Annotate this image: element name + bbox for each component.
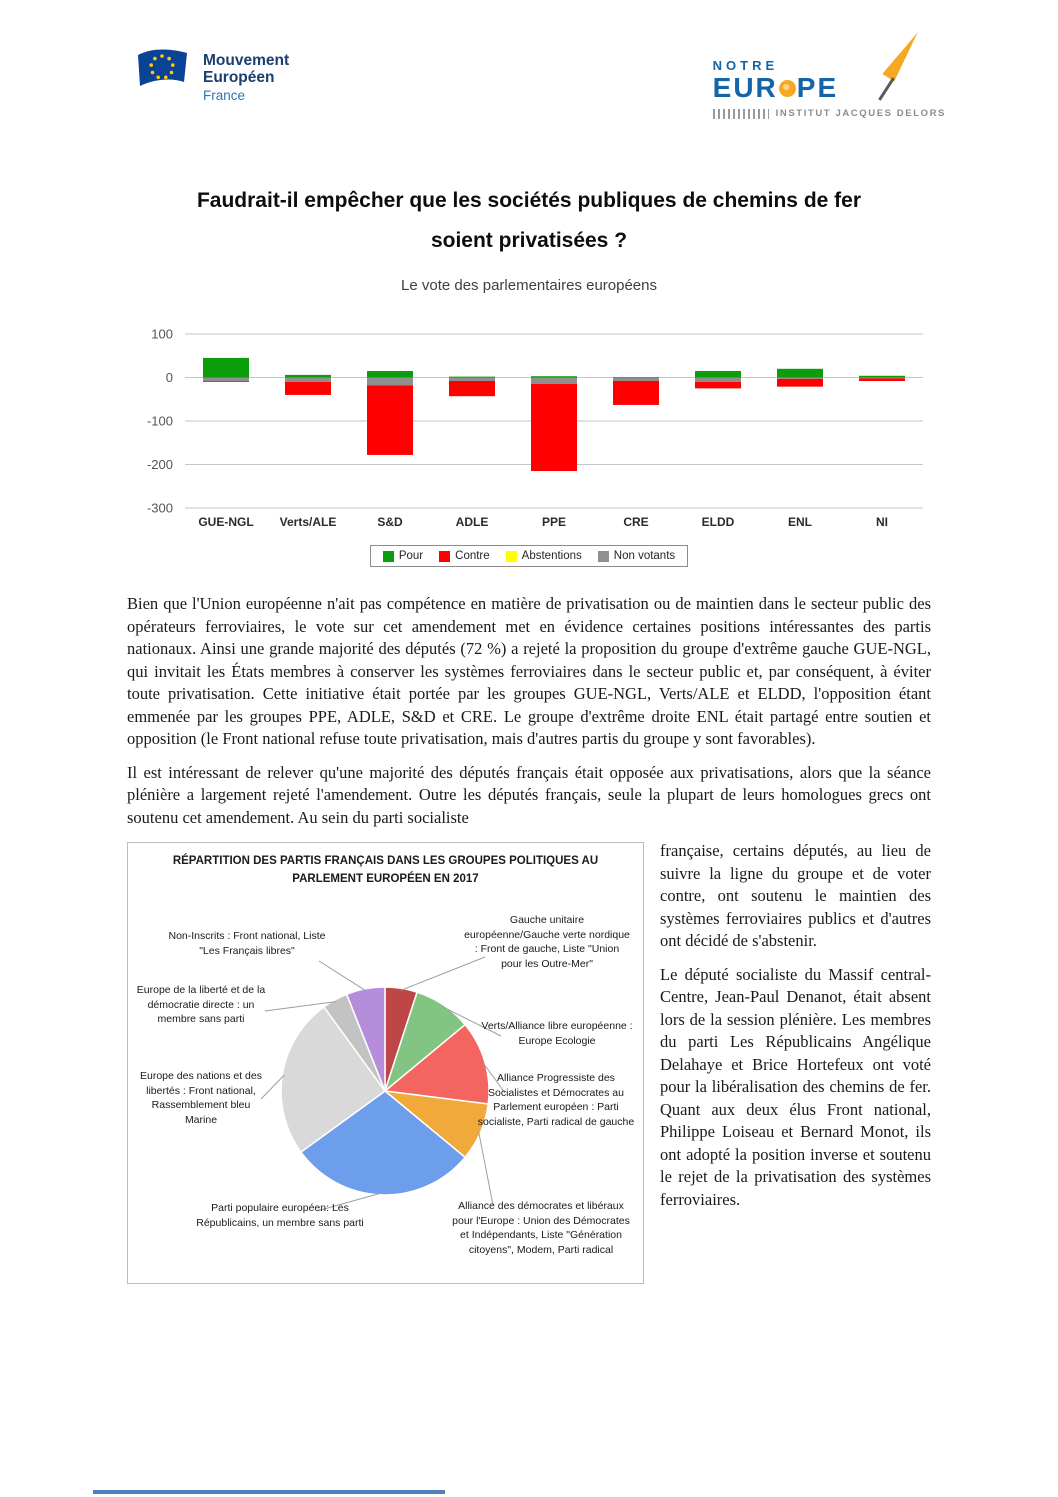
compass-dot-icon <box>779 80 796 97</box>
page-title <box>127 181 931 261</box>
legend-swatch <box>383 551 394 562</box>
europe-wordmark-right: PE <box>796 72 839 103</box>
svg-text:PPE: PPE <box>541 515 567 529</box>
svg-text:CRE: CRE <box>623 515 649 529</box>
legend-label: Abstentions <box>521 550 582 563</box>
legend-item-pour <box>383 550 423 562</box>
french-parties-pie-figure <box>127 842 644 1284</box>
mouvement-europeen-wordmark <box>203 46 289 104</box>
chart-subtitle: Le vote des parlementaires européens <box>401 277 657 295</box>
pie-label-ppe: Parti populaire européen: Les Républicains, un membre sans parti <box>196 1201 364 1229</box>
mouvement-europeen-logo <box>133 46 289 104</box>
bar-chart-legend-row <box>127 545 931 567</box>
pie-label-enl: Europe des nations et des libertés : Front national, Rassemblement bleu Marine <box>139 1069 262 1126</box>
pie-chart-title: RÉPARTITION DES PARTIS FRANÇAIS DANS LES GROUPES POLITIQUES AU PARLEMENT EUROPÉEN EN 2017 <box>172 855 599 886</box>
svg-text:GUE-NGL: GUE-NGL <box>198 515 254 529</box>
europe-wordmark-left: EUR <box>712 72 778 103</box>
paragraph-2-continued: française, certains députés, au lieu de suivre la ligne du groupe et de voter contre, ont soutenu le maintien des systèmes ferroviaires publics et d'autres ont décidé de s'abstenir. <box>660 841 931 951</box>
svg-text:NI: NI <box>876 515 888 529</box>
footer-rule <box>93 1490 445 1494</box>
svg-text:S&D: S&D <box>377 515 403 529</box>
svg-text:0: 0 <box>165 370 173 386</box>
logo-line-3: France <box>203 88 246 104</box>
svg-text:-200: -200 <box>146 457 173 473</box>
figure-and-text-section <box>127 840 931 1292</box>
svg-text:100: 100 <box>151 326 173 342</box>
svg-text:ENL: ENL <box>788 515 812 529</box>
svg-text:-100: -100 <box>146 413 173 429</box>
pie-label-eldd: Europe de la liberté et de la démocratie directe : un membre sans parti <box>136 983 266 1026</box>
eu-flag-icon <box>133 46 191 92</box>
legend-label: Contre <box>455 550 490 563</box>
legend-swatch <box>506 551 517 562</box>
bar-chart-legend <box>370 545 688 567</box>
pie-label-sd: Alliance Progressiste des Socialistes et Démocrates au Parlement européen : Parti socialiste, Parti radical de gauche <box>477 1071 635 1128</box>
svg-text:ADLE: ADLE <box>455 515 489 529</box>
legend-item-abstentions <box>506 550 582 562</box>
legend-item-contre <box>439 550 490 562</box>
legend-swatch <box>439 551 450 562</box>
logo-line-2: Européen <box>203 69 275 87</box>
page-header <box>0 0 1058 119</box>
pie-label-verts-ale: Verts/Alliance libre européenne : Europe Ecologie <box>481 1019 633 1047</box>
pie-label-non-inscrits: Non-Inscrits : Front national, Liste "Les Français libres" <box>168 929 326 957</box>
paragraph-1: Bien que l'Union européenne n'ait pas compétence en matière de privatisation ou de maintien dans le secteur public des opérateurs ferroviaires, le vote sur cet amendement met en évidence certaines positions intéressantes des partis nationaux. Ainsi une grande majorité des députés (72 %) a rejeté la proposition du groupe d'extrême gauche GUE-NGL, qui invitait les États membres à conserver les systèmes ferroviaires dans le secteur public et, par conséquent, à éviter toute privatisation. Cette initiative était portée par les groupes GUE-NGL, Verts/ALE et ELDD, l'opposition étant emmenée par les groupes PPE, ADLE, S&D et CRE. Le groupe d'extrême droite ENL était partagé entre soutien et opposition (le Front national refuse toute privatisation, mais d'autres partis du groupe y sont favorables). <box>127 594 931 749</box>
document-body <box>0 181 1058 1292</box>
pie-label-gue-ngl: Gauche unitaire européenne/Gauche verte nordique : Front de gauche, Liste "Union pour les Outre-Mer" <box>464 913 630 970</box>
paragraph-2: Il est intéressant de relever qu'une majorité des députés français était opposée aux privatisations, alors que la séance plénière a largement rejeté l'amendement. Outre les députés français, seule la plupart de leurs homologues grecs ont soutenu cet amendement. Au sein du parti socialiste <box>127 762 931 827</box>
legend-item-non-votants <box>598 550 675 562</box>
legend-swatch <box>598 551 609 562</box>
institut-label: INSTITUT JACQUES DELORS <box>775 108 946 120</box>
legend-label: Pour <box>398 550 424 563</box>
title-line-1: Faudrait-il empêcher que les sociétés publiques de chemins de fer <box>196 189 862 213</box>
svg-text:-300: -300 <box>146 500 173 516</box>
svg-text:ELDD: ELDD <box>701 515 735 529</box>
pie-label-adle: Alliance des démocrates et libéraux pour l'Europe : Union des Démocrates et Indépendants, Liste "Génération citoyens", Modem, Parti radical <box>452 1199 630 1256</box>
institut-jacques-delors-line <box>713 108 946 119</box>
notre-europe-logo <box>713 46 946 119</box>
barcode-icon <box>713 109 769 119</box>
paragraph-3: Le député socialiste du Massif central-Centre, Jean-Paul Denanot, était absent lors de la session plénière. Les membres du parti Les Républicains Angélique Delahaye et Brice Hortefeux ont voté pour la libéralisation des chemins de fer. Quant aux deux élus Front national, Philippe Loiseau et Bernard Monot, ils ont adopté la position inverse et soutenu le rejet de la privatisation des systèmes ferroviaires. <box>660 964 931 1209</box>
svg-text:Verts/ALE: Verts/ALE <box>279 515 337 529</box>
bar-chart-canvas <box>127 320 931 528</box>
votes-bar-chart <box>127 320 931 533</box>
title-line-2: soient privatisées ? <box>430 229 628 253</box>
europe-wordmark <box>713 73 946 103</box>
notre-label: NOTRE <box>712 58 779 73</box>
logo-line-1: Mouvement <box>203 52 290 69</box>
legend-label: Non votants <box>613 550 676 563</box>
pie-chart-area <box>133 891 638 1283</box>
